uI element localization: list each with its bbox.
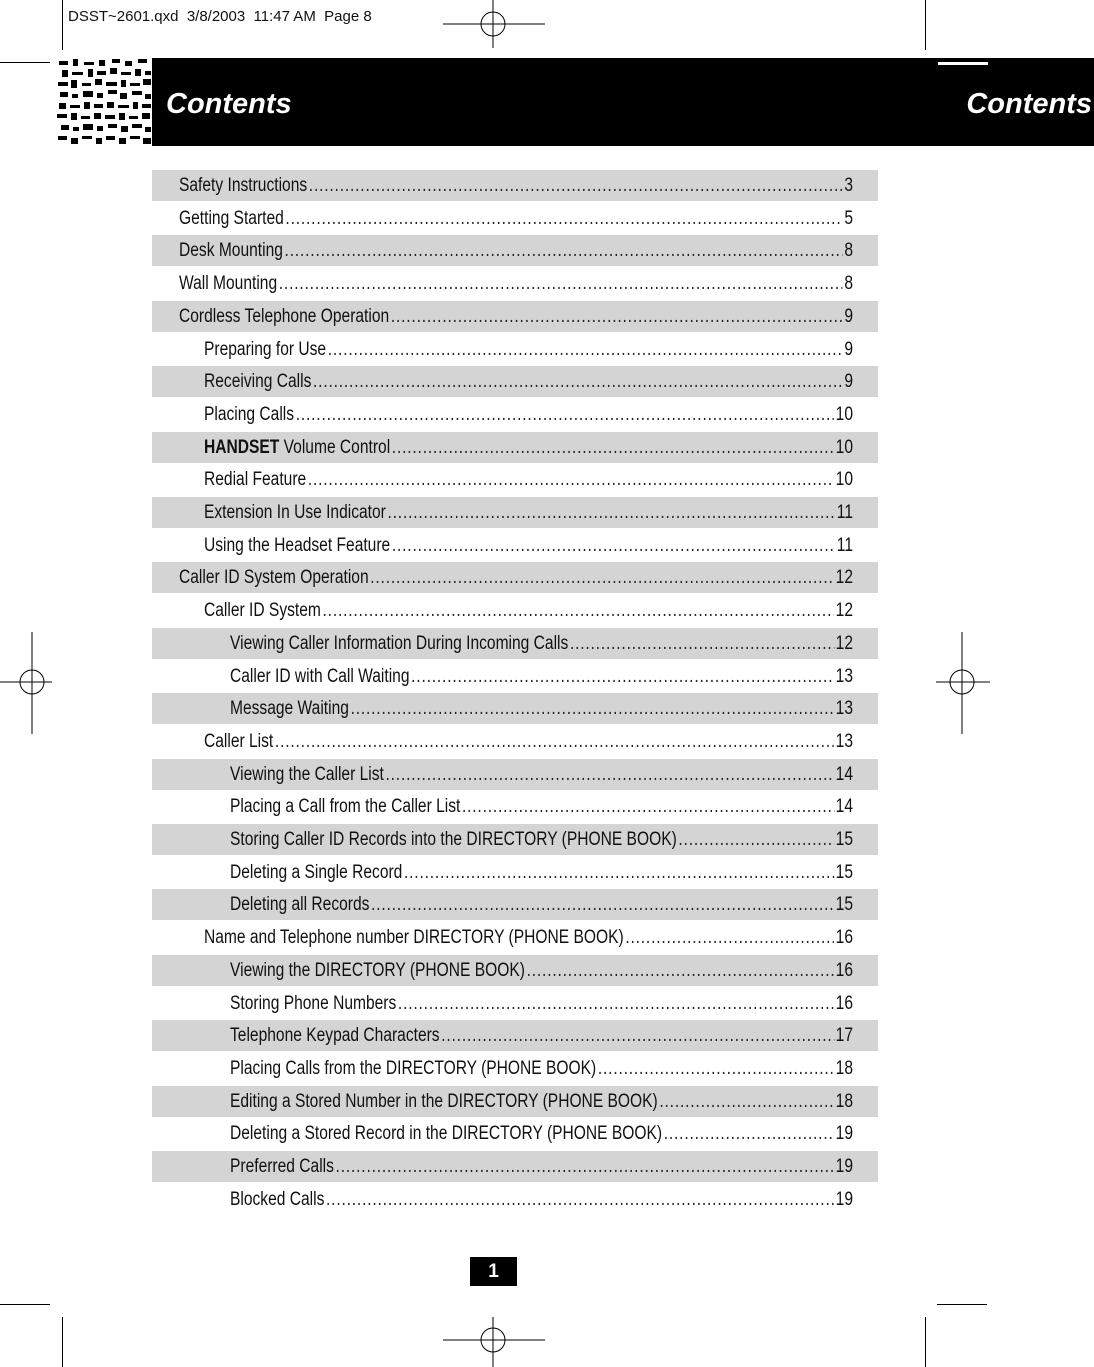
toc-entry-page: 14: [835, 796, 853, 818]
toc-entry-title-text: Deleting a Single Record: [230, 861, 403, 883]
toc-entry-page: 8: [844, 240, 853, 262]
toc-entry-page: 13: [835, 665, 853, 687]
toc-leader-dots: [296, 399, 834, 430]
toc-entry[interactable]: [152, 301, 878, 332]
toc-leader-dots: [441, 1020, 834, 1051]
registration-mark-icon: [443, 0, 545, 48]
toc-entry-title-text: Deleting all Records: [230, 894, 370, 916]
toc-entry-title-text: Storing Caller ID Records into the DIRECTORY (PHONE BOOK): [230, 829, 677, 850]
toc-entry-title: [230, 857, 402, 888]
toc-entry[interactable]: [152, 432, 878, 463]
tab-line: [938, 62, 988, 65]
toc-entry[interactable]: [152, 1086, 878, 1117]
toc-entry-title-text: Telephone Keypad Characters: [230, 1025, 440, 1047]
toc-entry-title-text: Placing Calls from the DIRECTORY (PHONE BOOK): [230, 1057, 597, 1079]
toc-entry-page: 15: [835, 829, 853, 850]
crop-mark: [62, 1317, 63, 1367]
toc-entry[interactable]: [152, 366, 878, 397]
toc-leader-dots: [388, 497, 836, 528]
toc-entry-title: [230, 955, 525, 986]
toc-entry-title-text: Name and Telephone number DIRECTORY (PHONE BOOK): [204, 927, 624, 949]
decorative-pattern-icon: [57, 58, 152, 146]
toc-leader-dots: [285, 203, 842, 234]
toc-entry[interactable]: [152, 693, 878, 724]
toc-entry-page: 16: [835, 992, 853, 1014]
toc-entry-title-text: Blocked Calls: [230, 1188, 325, 1210]
toc-entry-page: 3: [844, 175, 853, 196]
toc-leader-dots: [386, 759, 835, 790]
toc-entry-page: 9: [844, 371, 853, 393]
toc-entry[interactable]: [152, 497, 878, 528]
toc-entry[interactable]: [152, 203, 878, 234]
toc-entry-title-text: Redial Feature: [204, 469, 307, 491]
toc-entry[interactable]: [152, 1118, 878, 1149]
toc-entry[interactable]: [152, 1184, 878, 1215]
running-title: Contents: [966, 88, 1092, 120]
toc-entry-title: [230, 1086, 658, 1117]
toc-entry[interactable]: [152, 595, 878, 626]
toc-entry-title: [230, 1118, 662, 1149]
toc-leader-dots: [570, 628, 834, 659]
toc-entry-page: 9: [844, 338, 853, 360]
toc-entry-page: 18: [835, 1090, 853, 1112]
toc-entry-page: 15: [835, 894, 853, 916]
toc-leader-dots: [309, 170, 843, 201]
toc-entry-title-text: Safety Instructions: [179, 175, 308, 196]
toc-entry[interactable]: [152, 268, 878, 299]
toc-entry-title-text: Getting Started: [179, 207, 284, 229]
toc-entry-page: 15: [835, 861, 853, 883]
toc-leader-dots: [326, 1184, 834, 1215]
toc-entry-title: [204, 464, 306, 495]
crop-mark: [937, 1304, 987, 1305]
toc-entry-title-text: Viewing the Caller List: [230, 763, 384, 785]
toc-entry[interactable]: [152, 1020, 878, 1051]
toc-entry-title-text: Desk Mounting: [179, 240, 283, 262]
toc-entry[interactable]: [152, 399, 878, 430]
toc-leader-dots: [398, 988, 834, 1019]
toc-leader-dots: [664, 1118, 834, 1149]
toc-leader-dots: [323, 595, 835, 626]
toc-entry-title-text: Preferred Calls: [230, 1156, 334, 1177]
toc-entry-title-text: Caller ID with Call Waiting: [230, 665, 410, 687]
toc-entry-title: [204, 366, 311, 397]
toc-entry-title-text: Extension In Use Indicator: [204, 502, 386, 523]
toc-entry-title-text: Caller ID System: [204, 600, 321, 622]
toc-entry-title-text: Editing a Stored Number in the DIRECTORY (PHONE BOOK): [230, 1090, 658, 1112]
toc-entry-page: 12: [835, 567, 853, 589]
toc-entry-page: 16: [835, 959, 853, 981]
toc-entry[interactable]: [152, 922, 878, 953]
toc-entry-page: 12: [835, 632, 853, 654]
toc-entry-page: 12: [835, 600, 853, 622]
toc-leader-dots: [625, 922, 834, 953]
toc-leader-dots: [370, 562, 834, 593]
toc-entry-page: 10: [835, 469, 853, 491]
toc-entry-title: [204, 497, 386, 528]
toc-entry[interactable]: [152, 857, 878, 888]
toc-entry-title: [179, 301, 389, 332]
toc-entry-title: [204, 334, 326, 365]
toc-leader-dots: [275, 726, 834, 757]
toc-entry-title-text: Placing Calls: [204, 403, 295, 425]
toc-leader-dots: [351, 693, 834, 724]
registration-mark-icon: [936, 632, 990, 734]
toc-entry[interactable]: [152, 661, 878, 692]
toc-entry-title: [230, 1020, 440, 1051]
crop-mark: [62, 0, 63, 50]
toc-entry[interactable]: [152, 530, 878, 561]
toc-entry-title-text: Volume Control: [279, 436, 391, 458]
toc-entry-title: [204, 726, 273, 757]
toc-leader-dots: [371, 889, 834, 920]
toc-entry-page: 16: [835, 927, 853, 949]
toc-leader-dots: [404, 857, 834, 888]
registration-mark-icon: [443, 1317, 545, 1367]
toc-entry-page: 13: [835, 698, 853, 720]
toc-leader-dots: [313, 366, 843, 397]
toc-entry-page: 9: [844, 305, 853, 327]
toc-entry[interactable]: [152, 726, 878, 757]
toc-entry-page: 5: [844, 207, 853, 229]
toc-entry[interactable]: [152, 791, 878, 822]
toc-entry-title: [230, 759, 384, 790]
toc-entry[interactable]: [152, 955, 878, 986]
toc-entry-title-bold: HANDSET: [204, 436, 280, 458]
toc-leader-dots: [328, 334, 843, 365]
toc-entry-title-text: Receiving Calls: [204, 371, 312, 393]
toc-entry-title-text: Deleting a Stored Record in the DIRECTORY (PHONE BOOK): [230, 1123, 663, 1145]
toc-entry[interactable]: [152, 759, 878, 790]
toc-entry-title-text: Caller List: [204, 730, 274, 752]
toc-entry-page: 17: [835, 1025, 853, 1047]
crop-mark: [925, 0, 926, 50]
toc-entry-title: [204, 432, 390, 463]
toc-entry[interactable]: [152, 464, 878, 495]
toc-entry-title: [179, 268, 277, 299]
crop-mark: [0, 62, 50, 63]
toc-entry-page: 8: [844, 273, 853, 295]
toc-entry[interactable]: [152, 562, 878, 593]
toc-entry-title-text: Using the Headset Feature: [204, 534, 391, 556]
toc-leader-dots: [527, 955, 834, 986]
toc-entry[interactable]: [152, 235, 878, 266]
toc-entry-title: [230, 1053, 596, 1084]
toc-entry-title-text: Viewing the DIRECTORY (PHONE BOOK): [230, 959, 525, 981]
toc-entry-title: [204, 922, 624, 953]
toc-entry-page: 14: [835, 763, 853, 785]
toc-entry-page: 10: [835, 403, 853, 425]
toc-leader-dots: [392, 432, 834, 463]
toc-entry-title: [230, 791, 460, 822]
toc-entry-page: 19: [835, 1156, 853, 1177]
toc-entry-title: [230, 988, 396, 1019]
toc-leader-dots: [285, 235, 843, 266]
toc-entry[interactable]: [152, 628, 878, 659]
toc-entry-title: [230, 661, 410, 692]
toc-entry-page: 18: [835, 1057, 853, 1079]
toc-entry-page: 11: [836, 502, 853, 523]
toc-entry-title: [230, 1184, 324, 1215]
toc-entry[interactable]: [152, 1151, 878, 1182]
toc-entry-page: 10: [835, 436, 853, 458]
toc-entry-page: 19: [835, 1123, 853, 1145]
toc-entry-title: [230, 693, 349, 724]
toc-entry[interactable]: [152, 334, 878, 365]
toc-entry-title: [179, 170, 307, 201]
toc-leader-dots: [308, 464, 834, 495]
toc-leader-dots: [391, 301, 843, 332]
toc-leader-dots: [598, 1053, 834, 1084]
toc-entry-title-text: Placing a Call from the Caller List: [230, 796, 461, 818]
crop-mark: [925, 1317, 926, 1367]
toc-entry-title: [179, 562, 369, 593]
toc-entry-title-text: Storing Phone Numbers: [230, 992, 397, 1014]
toc-entry[interactable]: [152, 170, 878, 201]
toc-entry-title-text: Caller ID System Operation: [179, 567, 369, 589]
toc-entry-title: [230, 824, 677, 855]
toc-entry[interactable]: [152, 889, 878, 920]
toc-entry-title-text: Viewing Caller Information During Incoming Calls: [230, 632, 569, 654]
toc-entry-title: [204, 530, 390, 561]
page-title: Contents: [166, 88, 292, 120]
toc-entry-title: [230, 628, 568, 659]
registration-mark-icon: [0, 632, 52, 734]
toc-leader-dots: [462, 791, 834, 822]
print-slug: DSST~2601.qxd 3/8/2003 11:47 AM Page 8: [68, 8, 372, 25]
toc-leader-dots: [392, 530, 835, 561]
toc-entry-page: 19: [835, 1188, 853, 1210]
toc-entry-title: [204, 399, 294, 430]
toc-entry-title: [230, 889, 369, 920]
toc-entry[interactable]: [152, 988, 878, 1019]
toc-leader-dots: [411, 661, 834, 692]
toc-entry[interactable]: [152, 1053, 878, 1084]
toc-entry-page: 11: [836, 534, 853, 556]
toc-entry-title-text: Message Waiting: [230, 698, 349, 720]
toc-leader-dots: [279, 268, 843, 299]
toc-entry-title-text: Cordless Telephone Operation: [179, 305, 390, 327]
page-number: 1: [470, 1257, 517, 1286]
toc-entry-title: [204, 595, 321, 626]
toc-leader-dots: [659, 1086, 834, 1117]
toc-leader-dots: [336, 1151, 834, 1182]
toc-leader-dots: [678, 824, 834, 855]
toc-entry-title: [230, 1151, 334, 1182]
toc-entry-title-text: Wall Mounting: [179, 273, 278, 295]
toc-entry-title: [179, 235, 283, 266]
toc-entry-title-text: Preparing for Use: [204, 338, 327, 360]
toc-entry-page: 13: [835, 730, 853, 752]
toc-entry-title: [179, 203, 284, 234]
crop-mark: [0, 1304, 50, 1305]
toc-entry[interactable]: [152, 824, 878, 855]
